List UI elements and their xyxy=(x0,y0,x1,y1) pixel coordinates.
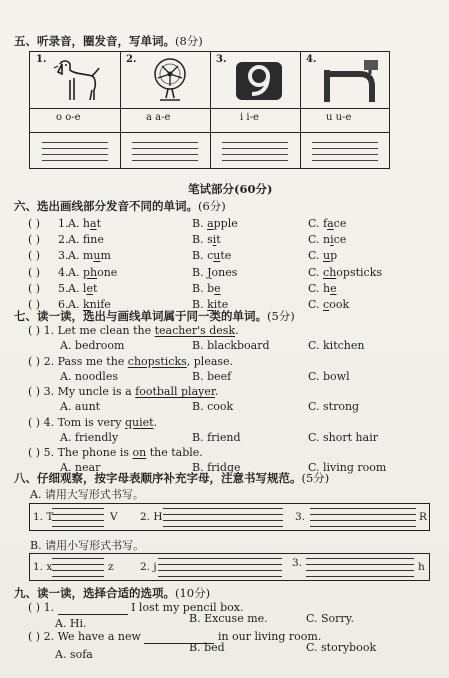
uppercase-writing-box xyxy=(29,503,430,531)
phonics-choice[interactable]: o o-e xyxy=(56,112,81,123)
option-c[interactable] xyxy=(308,249,337,262)
option-c[interactable]: C. kitchen xyxy=(308,339,365,352)
question-text: . xyxy=(153,415,158,429)
option-text: p xyxy=(330,249,338,263)
option-b[interactable]: B. blackboard xyxy=(192,339,270,352)
s9-question-2 xyxy=(28,630,321,644)
question-text: , please. xyxy=(186,354,234,368)
option-text: C. xyxy=(308,265,324,279)
option-text: A. h xyxy=(68,217,91,230)
option-a[interactable]: A. near xyxy=(60,461,101,474)
option-a[interactable]: A. aunt xyxy=(60,400,101,413)
option-b[interactable] xyxy=(192,217,238,230)
option-b[interactable] xyxy=(192,266,237,279)
lowercase-writing-box xyxy=(29,553,430,581)
group-1-end: z xyxy=(108,561,114,573)
question-text: 4. Tom is very xyxy=(43,415,125,429)
underlined-letters: a xyxy=(207,217,214,230)
option-text: ite xyxy=(213,298,229,311)
cell-number: 1. xyxy=(36,54,47,65)
question-text: 1. Let me clean the xyxy=(43,324,155,337)
question-text: 2. We have a new xyxy=(43,630,141,643)
group-3-start: 3. xyxy=(295,511,306,523)
underlined-word: quiet xyxy=(124,415,154,429)
section-9-points: (10分) xyxy=(175,586,211,600)
underlined-word: chopsticks xyxy=(127,354,187,368)
option-text: pple xyxy=(213,217,238,230)
option-b[interactable] xyxy=(192,233,221,246)
underlined-letters: i xyxy=(330,233,334,247)
question-number: 1. xyxy=(58,217,69,230)
question-text: 3. My uncle is a xyxy=(43,385,136,398)
group-3-start: 3. xyxy=(292,557,303,569)
section-5-title xyxy=(14,33,203,49)
option-c[interactable] xyxy=(308,217,346,230)
part-a-label: A. 请用大写形式书写。 xyxy=(30,488,144,501)
answer-slot[interactable]: ( ) xyxy=(28,249,41,263)
option-c[interactable]: C. Sorry. xyxy=(306,612,354,625)
option-c[interactable]: C. short hair xyxy=(308,430,378,444)
option-a[interactable] xyxy=(68,282,97,295)
answer-slot[interactable]: ( ) xyxy=(28,324,41,337)
option-c[interactable]: C. bowl xyxy=(308,369,350,383)
option-text: C. n xyxy=(308,233,331,247)
option-b[interactable]: B. friend xyxy=(192,430,241,444)
phonics-choice[interactable]: u u-e xyxy=(326,112,352,123)
option-text: ook xyxy=(329,298,350,311)
cell-number: 2. xyxy=(126,54,137,65)
option-a[interactable]: A. noodles xyxy=(60,369,118,383)
question-text: 2. Pass me the xyxy=(43,354,128,368)
underlined-letters: e xyxy=(330,281,337,295)
option-b[interactable] xyxy=(192,282,221,295)
group-2-start: 2. H xyxy=(140,511,163,523)
part-b-label: B. 请用小写形式书写。 xyxy=(30,539,145,552)
section-9-heading: 九、读一读，选择合适的选项。 xyxy=(14,586,175,600)
option-text: t xyxy=(92,281,98,295)
answer-slot[interactable]: ( ) xyxy=(28,233,41,247)
option-text: B. xyxy=(192,265,208,279)
option-text: A. m xyxy=(68,249,94,263)
question-number: 5. xyxy=(58,281,69,295)
underlined-letters: u xyxy=(213,249,221,263)
option-text: ce xyxy=(333,233,347,247)
option-text: B. c xyxy=(192,249,214,263)
option-text: C. h xyxy=(308,281,331,295)
underlined-letters: e xyxy=(86,281,93,295)
dog-icon xyxy=(52,56,102,104)
section-8-heading: 八、仔细观察，按字母表顺序补充字母，注意书写规范。 xyxy=(14,471,302,485)
group-2-start: 2. j xyxy=(140,561,157,573)
s7-question xyxy=(28,446,203,459)
underlined-word: football player xyxy=(135,385,215,398)
underlined-letters: a xyxy=(327,217,334,230)
option-text: opsticks xyxy=(336,265,382,279)
section-6-points: (6分) xyxy=(198,199,226,213)
option-text: A. l xyxy=(68,281,87,295)
option-text: B. s xyxy=(192,233,213,247)
option-c[interactable] xyxy=(308,298,349,311)
underlined-letters: k xyxy=(82,298,90,311)
group-3-end: R xyxy=(419,511,427,523)
cell-number: 4. xyxy=(306,54,317,65)
option-text: t xyxy=(216,233,221,247)
underlined-word: teacher's desk xyxy=(154,324,236,337)
option-a[interactable]: A. sofa xyxy=(55,648,93,661)
listening-picture-grid xyxy=(29,51,390,169)
section-8-title xyxy=(14,470,329,486)
answer-slot[interactable]: ( ) xyxy=(28,217,41,230)
fan-icon xyxy=(148,56,192,104)
written-part-heading: 笔试部分(60分) xyxy=(188,182,273,196)
phonics-choice[interactable]: i i-e xyxy=(240,112,259,123)
option-c[interactable] xyxy=(308,266,382,279)
section-9-title xyxy=(14,585,210,601)
option-text: t xyxy=(96,217,102,230)
option-text: B. xyxy=(192,217,208,230)
s7-question xyxy=(28,385,218,398)
option-text: B. xyxy=(192,298,208,311)
section-7-points: (5分) xyxy=(267,309,295,323)
underlined-letters: J xyxy=(207,265,212,279)
question-number: 6. xyxy=(58,298,69,311)
underlined-word: on xyxy=(132,446,147,459)
option-a[interactable] xyxy=(68,249,111,262)
option-a[interactable] xyxy=(68,217,101,230)
option-a[interactable]: A. bedroom xyxy=(60,339,125,352)
s7-question xyxy=(28,355,233,368)
question-number: 4. xyxy=(58,265,69,279)
fill-blank[interactable] xyxy=(58,601,128,615)
answer-slot[interactable]: ( ) xyxy=(28,265,41,279)
option-b[interactable] xyxy=(192,249,231,262)
group-1-end: V xyxy=(110,511,118,523)
question-text: in our living room. xyxy=(217,630,322,643)
option-b[interactable]: B. bed xyxy=(189,641,225,654)
underlined-letters: a xyxy=(90,217,97,230)
option-text: te xyxy=(220,249,232,263)
question-text: . xyxy=(235,324,239,337)
section-5-heading: 五、听录音，圈发音，写单词。 xyxy=(14,34,175,48)
question-text: 5. The phone is xyxy=(43,446,133,459)
underlined-letters: u xyxy=(93,249,101,263)
section-7-heading: 七、读一读，选出与画线单词属于同一类的单词。 xyxy=(14,309,267,323)
pipe-icon xyxy=(320,58,382,104)
answer-slot[interactable]: ( ) xyxy=(28,385,41,398)
answer-slot[interactable]: ( ) xyxy=(28,415,41,429)
underlined-letters: ch xyxy=(323,265,337,279)
group-1-start: 1. T xyxy=(33,511,54,523)
question-number: 2. xyxy=(58,233,69,247)
option-a[interactable] xyxy=(68,266,117,279)
section-6-heading: 六、选出画线部分发音不同的单词。 xyxy=(14,199,198,213)
underlined-letters: i xyxy=(212,233,217,247)
s7-question xyxy=(28,324,239,337)
section-8-points: (5分) xyxy=(301,471,330,485)
option-text: ce xyxy=(333,217,347,230)
underlined-letters: e xyxy=(214,281,221,295)
option-text: nife xyxy=(89,298,111,311)
section-7-title xyxy=(14,308,295,324)
answer-slot[interactable]: ( ) xyxy=(28,281,41,295)
underlined-letters: k xyxy=(207,298,214,311)
answer-slot[interactable]: ( ) xyxy=(28,446,41,459)
option-text: A. xyxy=(68,265,83,279)
underlined-letters: u xyxy=(323,249,331,263)
option-text: one xyxy=(97,265,118,279)
question-text: the table. xyxy=(146,446,203,459)
answer-slot[interactable]: ( ) xyxy=(28,630,41,643)
question-text: . xyxy=(214,385,219,398)
s7-question xyxy=(28,416,157,429)
section-6-title xyxy=(14,198,226,214)
question-text: 1. xyxy=(43,601,55,614)
option-a[interactable]: A. friendly xyxy=(60,430,119,444)
option-b[interactable]: B. Excuse me. xyxy=(189,612,268,625)
option-text: C. xyxy=(308,298,324,311)
option-b[interactable]: B. cook xyxy=(192,400,234,413)
question-text: I lost my pencil box. xyxy=(131,601,244,614)
group-3-end: h xyxy=(418,561,425,573)
underlined-letters: c xyxy=(323,298,330,311)
option-c[interactable]: C. living room xyxy=(308,461,387,474)
cell-number: 3. xyxy=(216,54,227,65)
option-b[interactable]: B. fridge xyxy=(192,461,241,474)
option-a[interactable]: A. Hi. xyxy=(55,617,87,630)
answer-slot[interactable]: ( ) xyxy=(28,601,41,614)
option-text: C. f xyxy=(308,217,328,230)
option-c[interactable] xyxy=(308,233,346,246)
answer-slot[interactable]: ( ) xyxy=(28,298,41,311)
option-text: m xyxy=(100,249,111,263)
option-c[interactable]: C. strong xyxy=(308,400,360,413)
option-text: B. b xyxy=(192,281,215,295)
option-a[interactable] xyxy=(68,233,104,246)
option-b[interactable]: B. beef xyxy=(192,369,232,383)
option-c[interactable]: C. storybook xyxy=(306,641,377,654)
option-text: A. xyxy=(68,298,83,311)
option-text: ones xyxy=(211,265,238,279)
answer-slot[interactable]: ( ) xyxy=(28,354,41,368)
underlined-letters: ph xyxy=(82,265,98,279)
group-1-start: 1. x xyxy=(33,561,53,573)
number-nine-icon xyxy=(234,60,284,102)
option-text: A. f xyxy=(68,233,91,247)
option-text: C. xyxy=(308,249,324,263)
question-number: 3. xyxy=(58,249,69,263)
phonics-choice[interactable]: a a-e xyxy=(146,112,171,123)
option-text: ne xyxy=(90,233,104,247)
option-c[interactable] xyxy=(308,282,337,295)
section-5-points: (8分) xyxy=(175,34,203,48)
